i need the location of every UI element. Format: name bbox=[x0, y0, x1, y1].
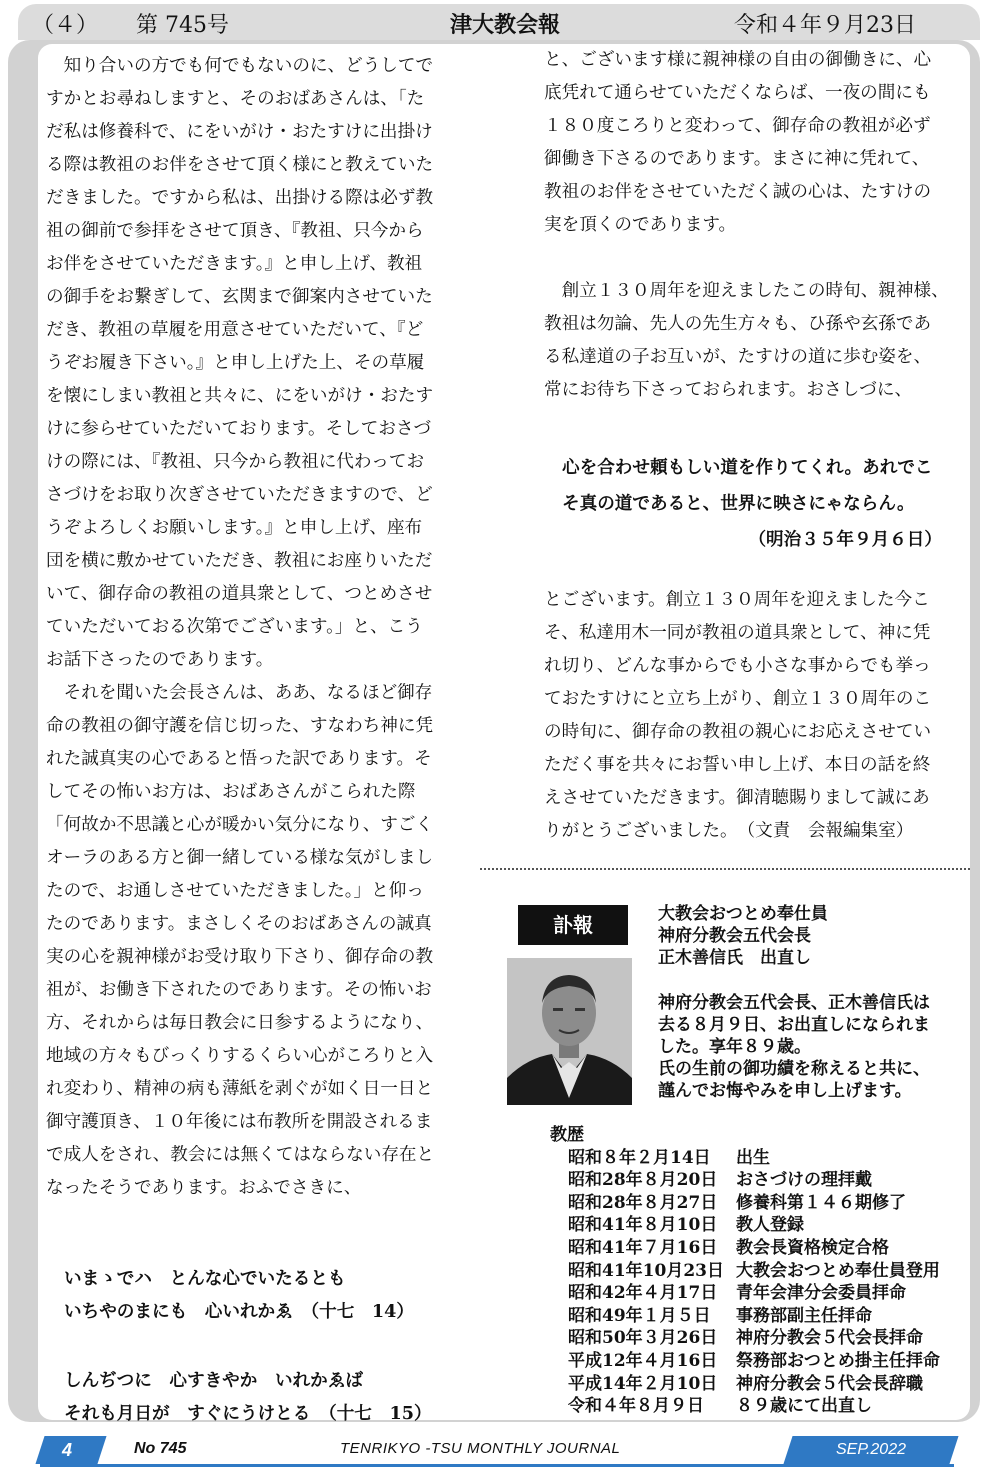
history-event: ８９歳にて出直し bbox=[736, 1396, 872, 1417]
text-line: だきました。ですから私は、出掛ける際は必ず教 bbox=[46, 188, 434, 208]
obituary-body-line: 氏の生前の御功績を称えると共に、 bbox=[658, 1059, 930, 1079]
obituary-badge: 訃報 bbox=[518, 905, 628, 945]
text-line: の時旬に、御存命の教祖の親心にお応えさせてい bbox=[544, 722, 932, 742]
history-title: 教歴 bbox=[550, 1125, 584, 1145]
text-line: れ切り、どんな事からでも小さな事からでも挙っ bbox=[544, 656, 931, 676]
header-page-number: （４） bbox=[32, 13, 99, 38]
text-line: さづけをお取り次ぎさせていただきますので、ど bbox=[46, 485, 433, 505]
history-row bbox=[568, 1192, 940, 1215]
history-event: 祭務部おつとめ掛主任拝命 bbox=[736, 1350, 940, 1371]
poem-line: しんぢつに 心すきやか いれかゑば bbox=[64, 1370, 363, 1391]
text-line: 教祖のお伴をさせていただく誠の心は、たすけの bbox=[544, 182, 932, 202]
text-line: る私達道の子お互いが、たすけの道に歩む姿を、 bbox=[544, 347, 932, 367]
history-date: 昭和41年10月23日 bbox=[568, 1260, 724, 1281]
text-line: れ変わり、精神の病も薄紙を剥ぐが如く日一日と bbox=[46, 1079, 434, 1099]
poem-verse-2 bbox=[64, 1364, 432, 1430]
history-date: 昭和50年３月26日 bbox=[568, 1328, 718, 1349]
text-line: オーラのある方と御一緒している様な気がしまし bbox=[46, 848, 434, 868]
text-line: 「何故か不思議と心が暖かい気分になり、すごく bbox=[46, 815, 434, 835]
history-date: 昭和42年４月17日 bbox=[568, 1283, 718, 1304]
history-row bbox=[568, 1260, 940, 1283]
right-column-text-bottom bbox=[544, 584, 968, 848]
text-line: とございます。創立１３０周年を迎えました今こ bbox=[544, 590, 930, 610]
header-issue-number: 第 745号 bbox=[136, 13, 229, 38]
poem-verse-1 bbox=[64, 1262, 414, 1328]
text-line: そ、私達用木一同が教祖の道具衆として、神に凭 bbox=[544, 623, 931, 643]
history-table bbox=[568, 1147, 940, 1418]
quote-source: （明治３５年９月６日） bbox=[748, 529, 942, 550]
history-date: 昭和８年２月14日 bbox=[568, 1147, 711, 1168]
text-line: お話下さったのであります。 bbox=[46, 650, 274, 670]
history-event: 教会長資格検定合格 bbox=[736, 1237, 889, 1258]
text-line: けの際には、『教祖、只今から教祖に代わってお bbox=[46, 452, 425, 472]
text-line: お伴をさせていただきます。』と申し上げ、教祖 bbox=[46, 254, 423, 274]
text-line: 団を横に敷かせていただき、教祖にお座りいただ bbox=[46, 551, 433, 571]
page-header bbox=[18, 4, 980, 40]
text-line: 創立１３０周年を迎えましたこの時旬、親神様、 bbox=[544, 281, 949, 301]
text-line: してその怖いお方は、おばあさんがこられた際 bbox=[46, 782, 416, 802]
history-date: 平成14年２月10日 bbox=[568, 1373, 718, 1394]
right-column-text-top bbox=[544, 44, 968, 407]
text-line: うぞお履き下さい。』と申し上げた上、その草履 bbox=[46, 353, 425, 373]
page-footer bbox=[0, 1432, 990, 1472]
portrait-illustration bbox=[507, 958, 632, 1105]
header-title: 津大教会報 bbox=[450, 12, 561, 38]
history-event: 神府分教会５代会長拝命 bbox=[736, 1328, 923, 1349]
history-row bbox=[568, 1395, 940, 1418]
poem-line: いまゝでハ とんな心でいたるとも bbox=[64, 1268, 346, 1289]
poem-line: それも月日が すぐにうけとる （十七 15） bbox=[64, 1403, 432, 1424]
obituary-heading bbox=[658, 903, 828, 969]
history-event: 大教会おつとめ奉仕員登用 bbox=[736, 1260, 940, 1281]
history-row bbox=[568, 1305, 940, 1328]
text-line: たので、お通しさせていただきました。」と仰っ bbox=[46, 881, 424, 901]
history-event: 神府分教会５代会長辞職 bbox=[736, 1373, 923, 1394]
text-line: いて、御存命の教祖の道具衆として、つとめさせ bbox=[46, 584, 433, 604]
text-line: 常にお待ち下さっておられます。おさしづに、 bbox=[544, 380, 913, 400]
section-divider bbox=[480, 868, 970, 870]
footer-month: SEP.2022 bbox=[836, 1441, 906, 1458]
text-line: 祖が、お働き下されたのであります。その怖いお bbox=[46, 980, 432, 1000]
text-line: うぞよろしくお願いします。』と申し上げ、座布 bbox=[46, 518, 423, 538]
history-event: 事務部副主任拝命 bbox=[736, 1305, 872, 1326]
history-row bbox=[568, 1350, 940, 1373]
text-line: る際は教祖のお伴をさせて頂く様にと教えていた bbox=[46, 155, 434, 175]
obituary-body-line: した。享年８９歳。 bbox=[658, 1037, 811, 1057]
history-date: 昭和41年７月16日 bbox=[568, 1237, 718, 1258]
career-history bbox=[550, 1124, 940, 1418]
history-event: 出生 bbox=[736, 1147, 770, 1168]
history-event: おさづけの理拝戴 bbox=[736, 1170, 872, 1191]
text-line: だき、教祖の草履を用意させていただいて、『ど bbox=[46, 320, 424, 340]
obituary-body-line: 謹んでお悔やみを申し上げます。 bbox=[658, 1081, 912, 1101]
text-line: と、ございます様に親神様の自由の御働きに、心 bbox=[544, 50, 932, 70]
text-line: 実を頂くのであります。 bbox=[544, 215, 737, 235]
history-date: 昭和28年８月27日 bbox=[568, 1192, 718, 1213]
text-line: れた誠真実の心であると悟った訳であります。そ bbox=[46, 749, 432, 769]
footer-page-number: 4 bbox=[62, 1440, 73, 1460]
obituary-heading-line: 正木善信氏 出直し bbox=[658, 948, 811, 968]
history-date: 昭和41年８月10日 bbox=[568, 1215, 718, 1236]
history-event: 教人登録 bbox=[736, 1215, 804, 1236]
text-line: 教祖は勿論、先人の先生方々も、ひ孫や玄孫であ bbox=[544, 314, 932, 334]
obituary-body-line: 去る８月９日、お出直しになられま bbox=[658, 1015, 930, 1035]
text-line: ておたすけにと立ち上がり、創立１３０周年のこ bbox=[544, 689, 932, 709]
text-line: それを聞いた会長さんは、ああ、なるほど御存 bbox=[46, 683, 433, 703]
footer-issue-number: No 745 bbox=[134, 1440, 187, 1457]
history-row bbox=[568, 1373, 940, 1396]
text-line bbox=[544, 242, 968, 275]
text-line: けに参らせていただいております。そしておさづ bbox=[46, 419, 432, 439]
footer-page-tab bbox=[35, 1436, 106, 1464]
history-row bbox=[568, 1169, 940, 1192]
history-date: 昭和49年１月５日 bbox=[568, 1305, 711, 1326]
history-row bbox=[568, 1214, 940, 1237]
footer-journal-name: TENRIKYO -TSU MONTHLY JOURNAL bbox=[340, 1440, 621, 1457]
poem-line: いちやのまにも 心いれかゑ （十七 14） bbox=[64, 1301, 414, 1322]
left-column-text bbox=[46, 50, 466, 1205]
text-line: えさせていただきます。御清聴賜りまして誠にあ bbox=[544, 788, 930, 808]
history-event: 青年会津分会委員拝命 bbox=[736, 1283, 906, 1304]
text-line: たのであります。まさしくそのおばあさんの誠真 bbox=[46, 914, 432, 934]
footer-rule bbox=[40, 1464, 954, 1467]
text-line: 御守護頂き、１０年後には布教所を開設されるま bbox=[46, 1112, 433, 1132]
history-date: 令和４年８月９日 bbox=[568, 1396, 704, 1417]
footer-month-tab bbox=[783, 1436, 958, 1464]
text-line: 知り合いの方でも何でもないのに、どうしてで bbox=[46, 56, 434, 76]
text-line: で成人をされ、教会には無くてはならない存在と bbox=[46, 1145, 435, 1165]
text-line: なったそうであります。おふでさきに、 bbox=[46, 1178, 362, 1198]
obituary-body bbox=[658, 992, 930, 1102]
quote-line: そ真の道であると、世界に映さにゃならん。 bbox=[562, 493, 915, 514]
text-line: すかとお尋ねしますと、そのおばあさんは、「た bbox=[46, 89, 425, 109]
text-line: の御手をお繋ぎして、玄関まで御案内させていた bbox=[46, 287, 433, 307]
obituary-heading-line: 大教会おつとめ奉仕員 bbox=[658, 904, 828, 924]
obituary-body-line: 神府分教会五代会長、正木善信氏は bbox=[658, 993, 930, 1013]
text-line: を懐にしまい教祖と共々に、にをいがけ・おたす bbox=[46, 386, 434, 406]
text-line: 地域の方々もびっくりするくらい心がころりと入 bbox=[46, 1046, 434, 1066]
text-line: 祖の御前で参拝をさせて頂き、『教祖、只今から bbox=[46, 221, 424, 241]
header-date: 令和４年９月23日 bbox=[734, 13, 916, 38]
history-row bbox=[568, 1282, 940, 1305]
text-line: だ私は修養科で、にをいがけ・おたすけに出掛け bbox=[46, 122, 433, 142]
text-line: 命の教祖の御守護を信じ切った、すなわち神に凭 bbox=[46, 716, 434, 736]
text-line: りがとうございました。 （文責 会報編集室） bbox=[544, 821, 914, 841]
text-line: １８０度ころりと変わって、御存命の教祖が必ず bbox=[544, 116, 931, 136]
history-row bbox=[568, 1147, 940, 1170]
text-line: 御働き下さるのであります。まさに神に凭れて、 bbox=[544, 149, 930, 169]
osashizu-quote bbox=[562, 450, 942, 558]
obituary-heading-line: 神府分教会五代会長 bbox=[658, 926, 811, 946]
portrait-photo bbox=[507, 958, 632, 1105]
text-line: 底凭れて通らせていただくならば、一夜の間にも bbox=[544, 83, 931, 103]
history-row bbox=[568, 1237, 940, 1260]
text-line: ただく事を共々にお誓い申し上げ、本日の話を終 bbox=[544, 755, 931, 775]
history-event: 修養科第１４６期修了 bbox=[736, 1192, 906, 1213]
text-line: ていただいておる次第でございます。」と、こう bbox=[46, 617, 423, 637]
text-line: 実の心を親神様がお受け取り下さり、御存命の教 bbox=[46, 947, 434, 967]
history-row bbox=[568, 1327, 940, 1350]
quote-line: 心を合わせ頼もしい道を作りてくれ。あれでこ bbox=[562, 457, 933, 478]
history-date: 昭和28年８月20日 bbox=[568, 1170, 718, 1191]
text-line: 方、それからは毎日教会に日参するようになり、 bbox=[46, 1013, 434, 1033]
history-date: 平成12年４月16日 bbox=[568, 1350, 718, 1371]
